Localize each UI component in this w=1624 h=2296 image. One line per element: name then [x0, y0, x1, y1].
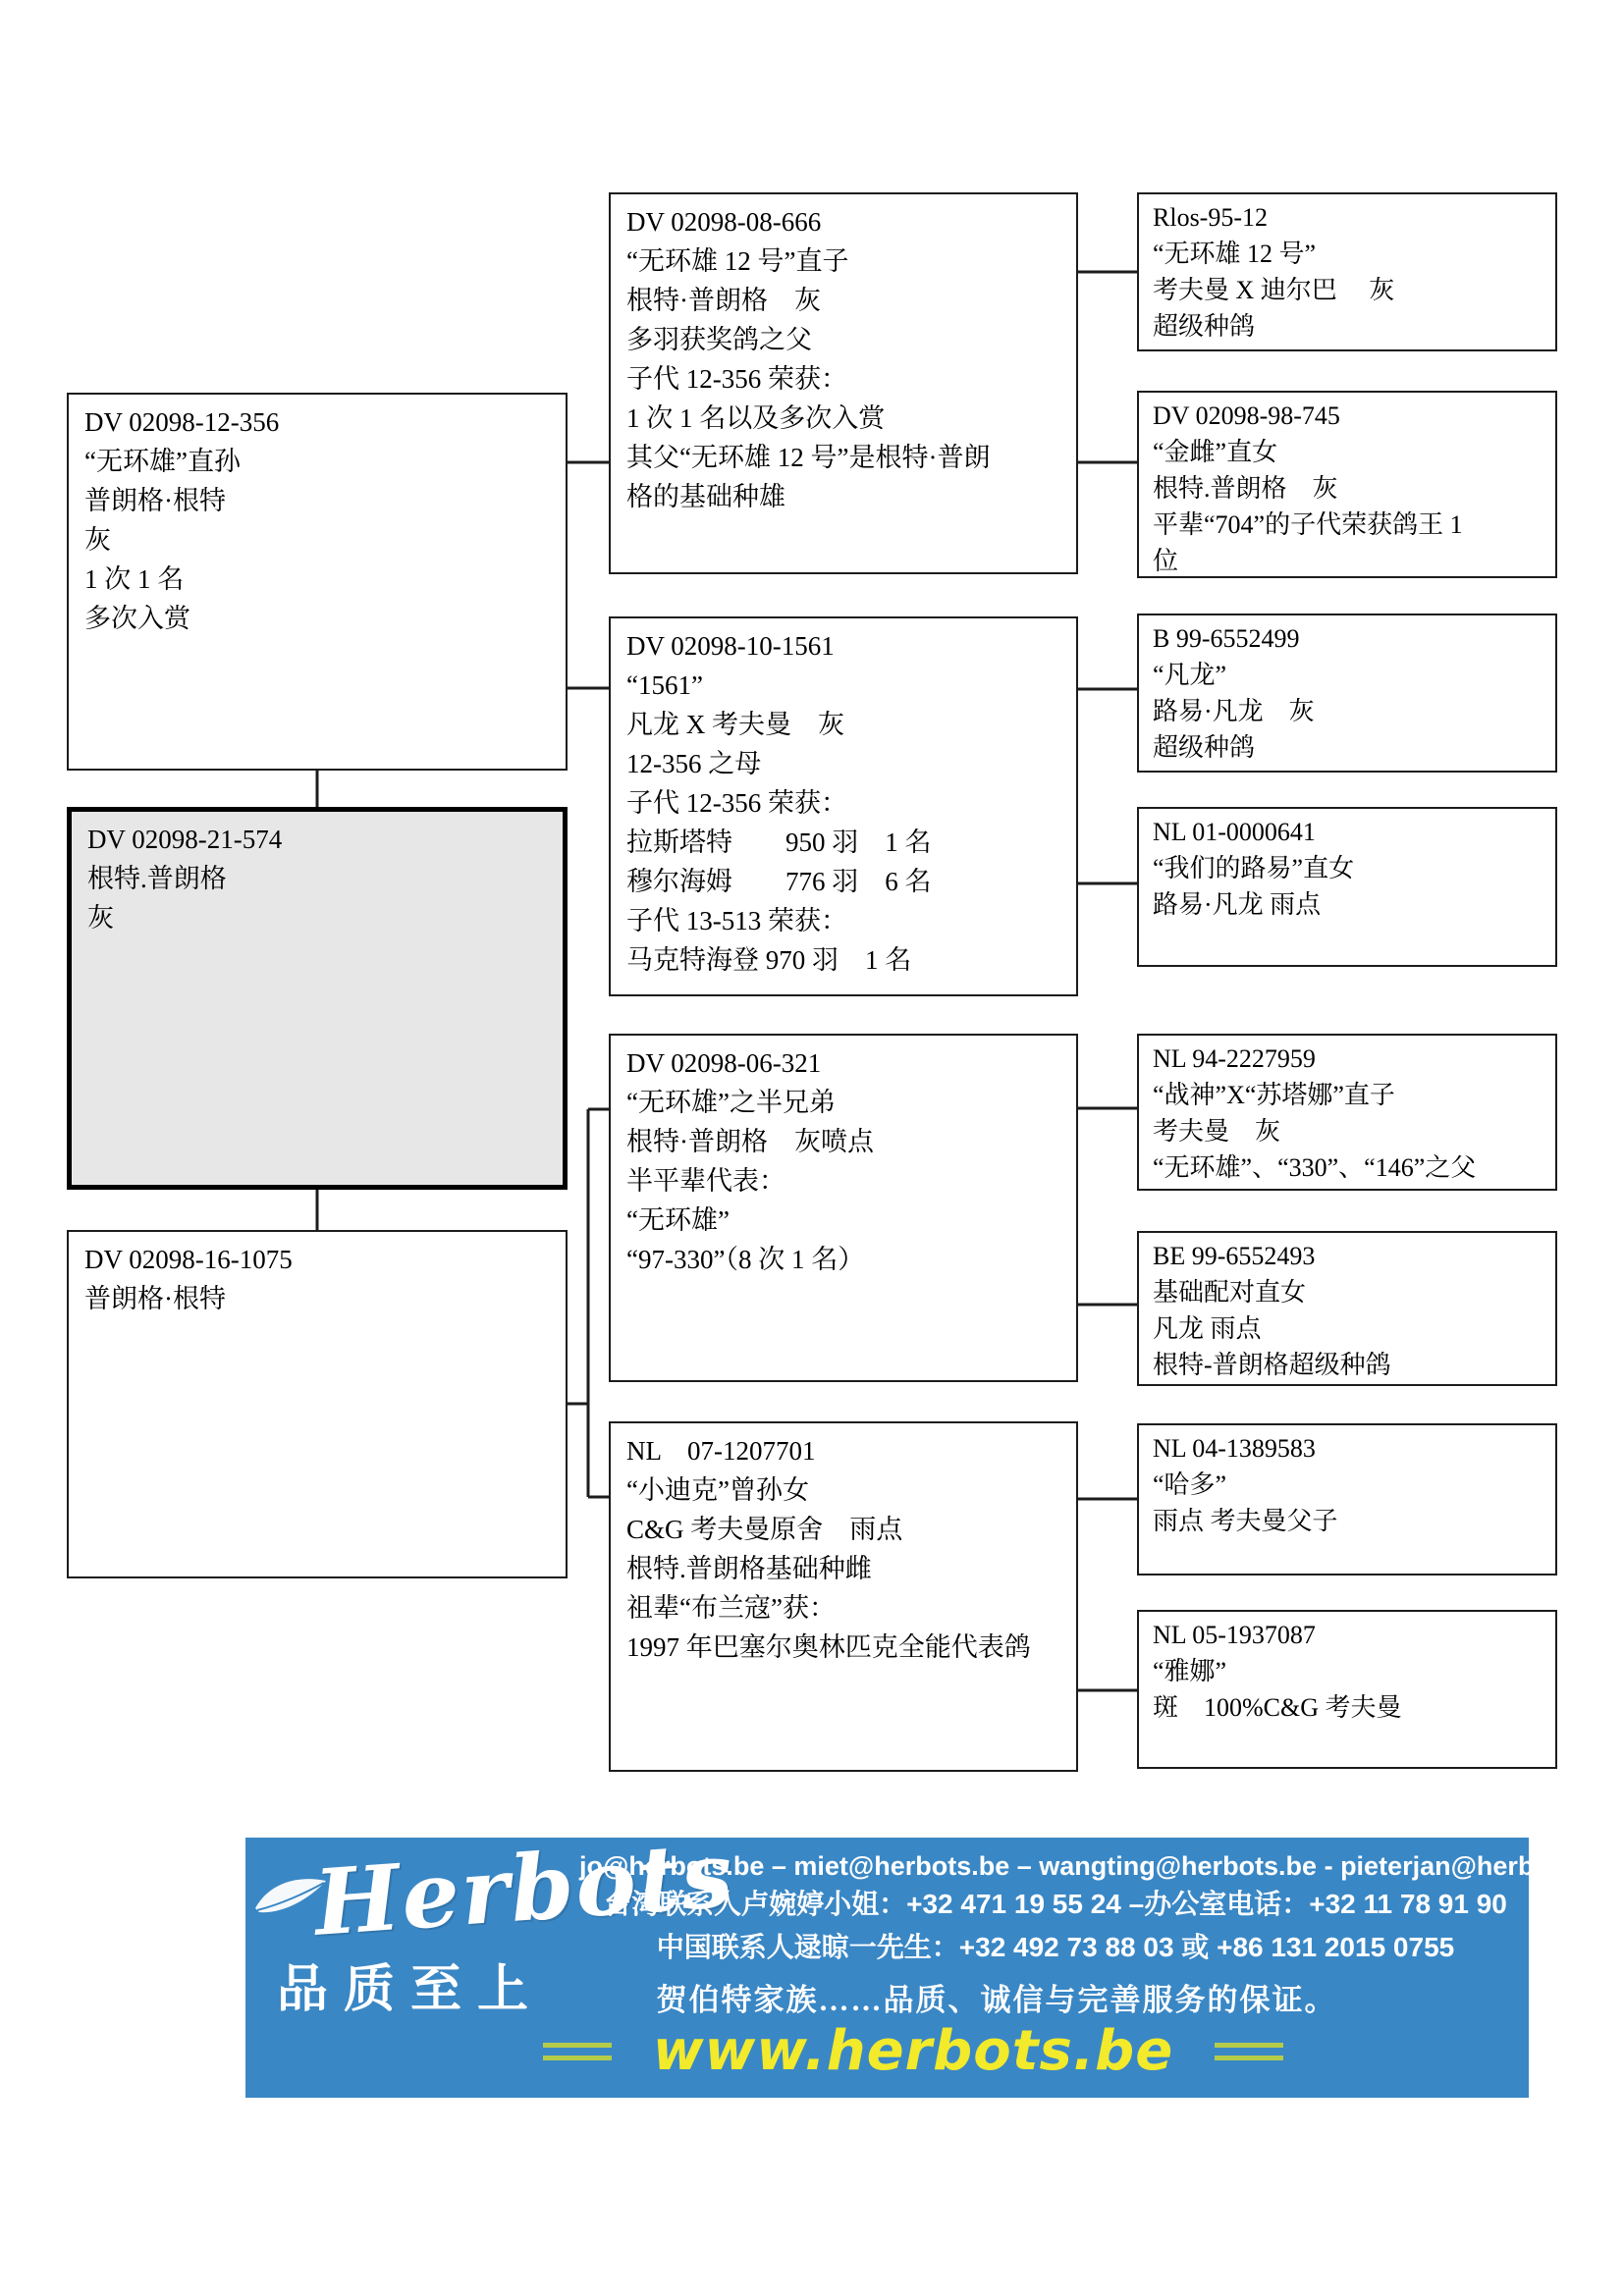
box-line: “无环雄”、“330”、“146”之父 — [1153, 1153, 1477, 1182]
contact-block — [579, 1849, 1612, 1969]
sire-sire-box — [609, 192, 1078, 574]
box-line: 马克特海登 970 羽 1 名 — [626, 945, 912, 975]
box-line: 其父“无环雄 12 号”是根特·普朗 — [626, 443, 991, 472]
box-line: 拉斯塔特 950 羽 1 名 — [626, 828, 932, 857]
box-line: 多羽获奖鸽之父 — [626, 325, 812, 354]
decorative-double-line-left — [543, 2043, 612, 2060]
box-line: 普朗格·根特 — [84, 486, 226, 515]
box-line: “无环雄”直孙 — [84, 447, 241, 476]
website-row — [403, 2019, 1424, 2083]
box-line: 祖辈“布兰寇”获： — [626, 1593, 836, 1623]
ring-number: NL 01-0000641 — [1153, 818, 1316, 846]
ring-number: DV 02098-12-356 — [84, 407, 280, 437]
box-line: 普朗格·根特 — [84, 1284, 226, 1313]
contact-emails: jo@herbots.be – miet@herbots.be – wangting@herbots.be - pieterjan@herbots.be — [579, 1851, 1612, 1881]
herbots-footer-banner — [245, 1821, 1612, 2098]
ring-number: DV 02098-06-321 — [626, 1048, 822, 1078]
box-line: 灰 — [87, 903, 114, 933]
box-line: 超级种鸽 — [1153, 312, 1256, 341]
box-line: 考夫曼 灰 — [1153, 1117, 1281, 1146]
contact-taiwan: 台湾联系人卢婉婷小姐：+32 471 19 55 24 –办公室电话：+32 11 78 91 90 — [604, 1889, 1507, 1919]
great-grandsire-box-3 — [1137, 1034, 1557, 1191]
box-line: “无环雄 12 号”直子 — [626, 246, 849, 276]
ring-number: DV 02098-21-574 — [87, 825, 283, 854]
box-line: “无环雄”之半兄弟 — [626, 1088, 836, 1117]
box-line: “雅娜” — [1153, 1657, 1227, 1685]
box-line: 1 次 1 名 — [84, 564, 185, 594]
box-line: “哈多” — [1153, 1470, 1227, 1499]
website-link[interactable]: www.herbots.be — [652, 2019, 1174, 2083]
box-line: 雨点 考夫曼父子 — [1153, 1507, 1338, 1535]
box-line: “1561” — [626, 670, 703, 700]
box-line: 考夫曼 X 迪尔巴 灰 — [1153, 276, 1395, 304]
box-line: 根特·普朗格 灰 — [626, 286, 821, 315]
box-line: 子代 13-513 荣获： — [626, 906, 847, 935]
great-grandsire-box-4 — [1137, 1423, 1557, 1575]
box-line: “战神”X“苏塔娜”直子 — [1153, 1081, 1395, 1109]
dam-box — [67, 1230, 568, 1578]
box-line: 根特.普朗格 灰 — [1153, 474, 1338, 503]
box-line: 根特.普朗格 — [87, 864, 227, 893]
box-line: 1997 年巴塞尔奥林匹克全能代表鸽 — [626, 1632, 1031, 1662]
box-line: “我们的路易”直女 — [1153, 854, 1355, 882]
box-line: “金雌”直女 — [1153, 438, 1278, 466]
box-line: 根特-普朗格超级种鸽 — [1153, 1351, 1391, 1379]
box-line: 路易·凡龙 雨点 — [1153, 890, 1322, 919]
great-granddam-box-1 — [1137, 391, 1557, 578]
box-line: 1 次 1 名以及多次入赏 — [626, 403, 886, 433]
box-line: 根特·普朗格 灰喷点 — [626, 1127, 874, 1156]
ring-number: B 99-6552499 — [1153, 624, 1300, 653]
box-line: 12-356 之母 — [626, 749, 762, 778]
box-line: 路易·凡龙 灰 — [1153, 697, 1315, 725]
ring-number: DV 02098-98-745 — [1153, 401, 1340, 430]
ring-number: NL 07-1207701 — [626, 1436, 816, 1466]
sire-dam-box — [609, 616, 1078, 996]
sire-box — [67, 393, 568, 771]
ring-number: DV 02098-16-1075 — [84, 1245, 293, 1274]
subject-box — [67, 807, 568, 1190]
box-line: 格的基础种雄 — [626, 482, 785, 511]
box-line: 穆尔海姆 776 羽 6 名 — [626, 867, 932, 896]
box-line: 斑 100%C&G 考夫曼 — [1153, 1693, 1402, 1722]
great-grandsire-box-1 — [1137, 192, 1557, 351]
box-line: 多次入赏 — [84, 604, 190, 633]
great-granddam-box-4 — [1137, 1610, 1557, 1769]
ring-number: NL 04-1389583 — [1153, 1434, 1316, 1463]
box-line: “无环雄 12 号” — [1153, 240, 1317, 268]
ring-number: Rlos-95-12 — [1153, 203, 1268, 232]
great-granddam-box-3 — [1137, 1231, 1557, 1386]
box-line: 灰 — [84, 525, 111, 555]
box-line: 半平辈代表： — [626, 1166, 785, 1196]
box-line: 凡龙 雨点 — [1153, 1314, 1262, 1343]
box-line: 位 — [1153, 547, 1179, 575]
ring-number: DV 02098-10-1561 — [626, 631, 835, 661]
ring-number: NL 05-1937087 — [1153, 1621, 1316, 1649]
logo-slogan: 品质至上 — [277, 1962, 545, 2018]
box-line: 凡龙 X 考夫曼 灰 — [626, 710, 844, 739]
box-line: 基础配对直女 — [1153, 1278, 1307, 1307]
dam-dam-box — [609, 1421, 1078, 1772]
box-line: “97-330”（8 次 1 名） — [626, 1245, 865, 1274]
family-tagline: 贺伯特家族……品质、诚信与完善服务的保证。 — [656, 1983, 1337, 2017]
box-line: “小迪克”曾孙女 — [626, 1475, 809, 1505]
herbots-logo: Herbots — [310, 1821, 738, 1956]
box-line: 子代 12-356 荣获： — [626, 788, 847, 818]
box-line: “无环雄” — [626, 1205, 730, 1235]
ring-number: DV 02098-08-666 — [626, 207, 822, 237]
box-line: C&G 考夫曼原舍 雨点 — [626, 1515, 903, 1544]
box-line: 超级种鸽 — [1153, 733, 1256, 762]
great-granddam-box-2 — [1137, 807, 1557, 967]
box-line: 根特.普朗格基础种雌 — [626, 1554, 872, 1583]
contact-china: 中国联系人逯晾一先生：+32 492 73 88 03 或 +86 131 2015 0755 — [656, 1932, 1455, 1962]
dam-sire-box — [609, 1034, 1078, 1382]
box-line: “凡龙” — [1153, 661, 1227, 689]
great-grandsire-box-2 — [1137, 614, 1557, 773]
box-line: 子代 12-356 荣获： — [626, 364, 847, 394]
ring-number: BE 99-6552493 — [1153, 1242, 1316, 1270]
box-line: 平辈“704”的子代荣获鸽王 1 — [1153, 510, 1463, 539]
decorative-double-line-right — [1215, 2043, 1283, 2060]
ring-number: NL 94-2227959 — [1153, 1044, 1316, 1073]
